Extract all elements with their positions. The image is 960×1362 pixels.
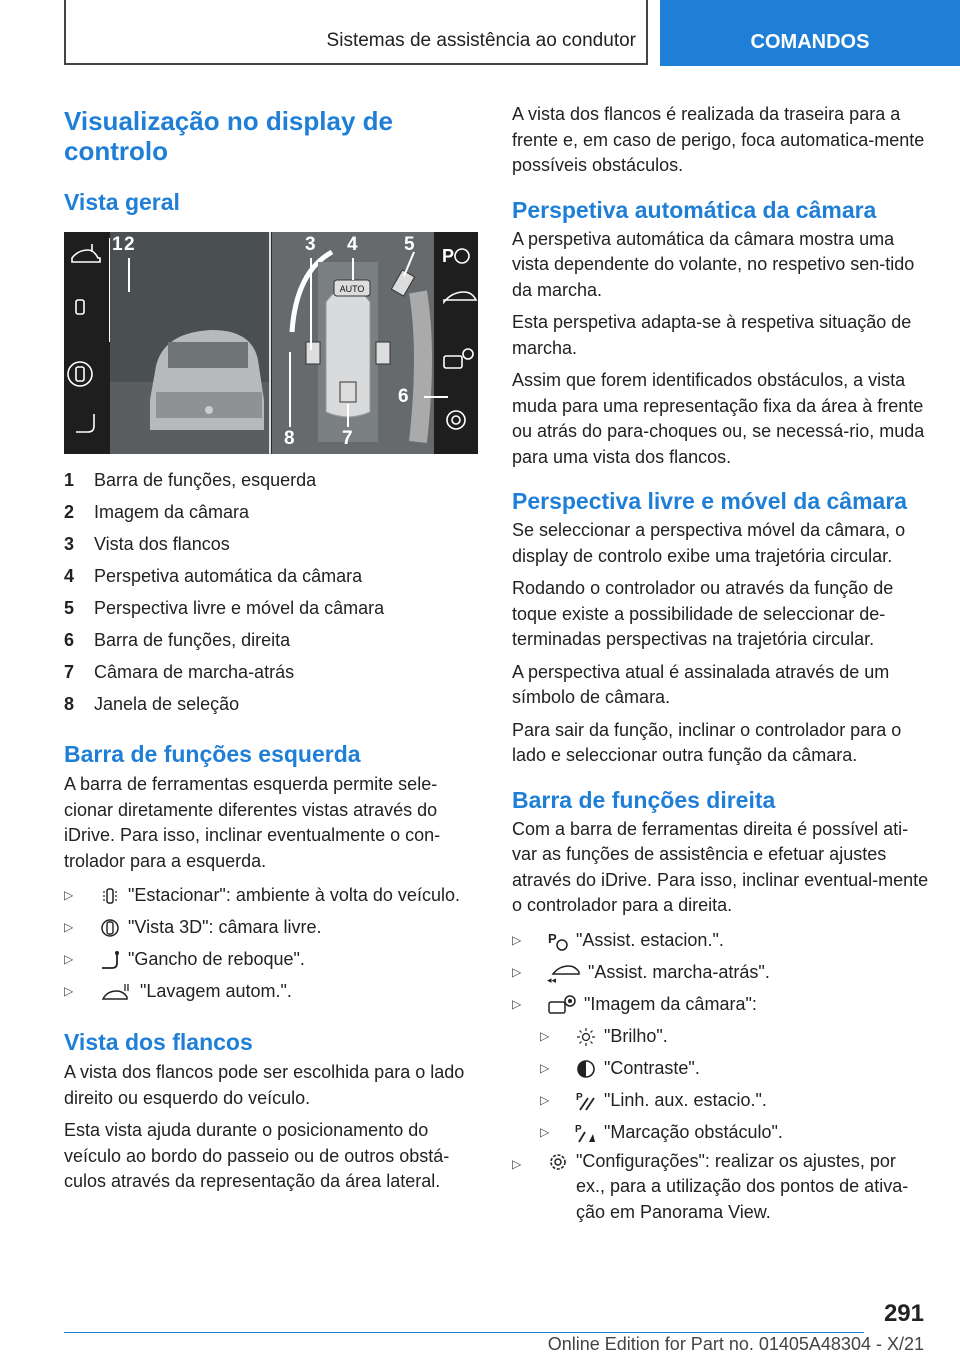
page-title: Visualização no display de controlo	[64, 106, 393, 166]
legend-item: 7 Câmara de marcha-atrás	[64, 662, 295, 682]
bullet-triangle-icon: ▷	[512, 932, 522, 947]
reverse-assist-icon	[540, 962, 588, 984]
footer-rule	[64, 1332, 864, 1333]
heading-overview: Vista geral	[64, 189, 180, 215]
list-item: ▷ P "Linh. aux. estacio.".	[540, 1085, 930, 1117]
free-paragraph-4: Para sair da função, inclinar o controlador para o lado e seleccionar outra função da câmara.	[512, 719, 902, 765]
figure-marker-4: 4	[347, 234, 358, 255]
heading-right-bar: Barra de funções direita	[512, 786, 776, 813]
3d-view-icon	[92, 917, 128, 939]
bullet-triangle-icon: ▷	[512, 964, 522, 979]
header-tab-comandos[interactable]: COMANDOS	[660, 0, 960, 66]
bullet-triangle-icon: ▷	[512, 996, 522, 1011]
bullet-triangle-icon: ▷	[540, 1028, 550, 1043]
list-item: ▷ "Gancho de reboque".	[64, 944, 478, 976]
auto-paragraph-3: Assim que forem identificados obstáculos, a vista muda para uma representação fixa da área à frente ou atrás do para-choques ou, se necessá-rio, muda para uma vista dos flancos.	[512, 370, 925, 467]
left-bar-list	[64, 880, 478, 1008]
list-item: ▷ "Configurações": realizar os ajustes, por ex., para a utilização dos pontos de ativa-ção em Panorama View.	[512, 1150, 909, 1222]
camera-display-illustration	[64, 232, 478, 454]
free-paragraph-1: Se seleccionar a perspectiva móvel da câmara, o display de controlo exibe uma trajetória circular.	[512, 520, 906, 566]
bullet-triangle-icon: ▷	[540, 1092, 550, 1107]
gear-icon	[540, 1149, 576, 1173]
legend-item: 1 Barra de funções, esquerda	[64, 470, 317, 490]
figure-marker-8: 8	[284, 428, 295, 449]
left-bar-description: A barra de ferramentas esquerda permite sele-cionar diretamente diferentes vistas através do iDrive. Para isso, inclinar eventualmente o con-trolador para a esquerda.	[64, 774, 441, 871]
list-item: ▷ "Imagem da câmara":	[512, 989, 930, 1021]
heading-free-perspective: Perspectiva livre e móvel da câmara	[512, 488, 908, 514]
figure-marker-3: 3	[305, 234, 316, 255]
parking-view-icon	[92, 885, 128, 907]
legend-item: 4 Perspetiva automática da câmara	[64, 566, 363, 586]
svg-text:P: P	[576, 1091, 583, 1103]
left-column	[64, 100, 478, 1195]
list-item: ▷ ◂◂ "Assist. marcha-atrás".	[512, 961, 770, 984]
list-item: ▷ "Vista 3D": câmara livre.	[64, 912, 478, 944]
brightness-icon	[568, 1027, 604, 1047]
auto-paragraph-1: A perspetiva automática da câmara mostra uma vista dependente do volante, no respetivo sen-tido da marcha.	[512, 228, 915, 300]
list-item: ▷ "Lavagem autom.".	[64, 976, 478, 1008]
figure-badge-auto: AUTO	[339, 284, 365, 294]
header-rule-divider	[646, 0, 648, 64]
bullet-triangle-icon: ▷	[540, 1060, 550, 1075]
legend-item: 6 Barra de funções, direita	[64, 630, 291, 650]
flank-paragraph-1: A vista dos flancos pode ser escolhida para o lado direito ou esquerdo do veículo.	[64, 1062, 465, 1108]
bullet-triangle-icon: ▷	[540, 1124, 550, 1139]
svg-text:P: P	[575, 1123, 582, 1135]
flank-paragraph-3: A vista dos flancos é realizada da traseira para a frente e, em caso de perigo, foca automatica-mente possíveis obstáculos.	[512, 104, 925, 175]
legend-item: 8 Janela de seleção	[64, 694, 240, 714]
svg-text:P: P	[548, 930, 557, 946]
svg-text:P: P	[442, 246, 455, 266]
car-wash-icon	[92, 981, 140, 1003]
list-item: ▷ P "Marcação obstáculo".	[540, 1117, 930, 1149]
bullet-triangle-icon: ▷	[64, 888, 74, 903]
list-item: ▷ "Brilho".	[540, 1021, 930, 1053]
obstacle-marking-icon	[568, 1122, 604, 1144]
list-item: ▷ "Estacionar": ambiente à volta do veículo.	[64, 880, 478, 912]
bullet-triangle-icon: ▷	[512, 1156, 522, 1171]
bullet-triangle-icon: ▷	[64, 952, 74, 967]
page-number: 291	[883, 1300, 924, 1327]
contrast-icon	[568, 1059, 604, 1079]
heading-flank-view: Vista dos flancos	[64, 1029, 253, 1055]
figure-marker-2: 2	[124, 234, 135, 255]
auto-paragraph-2: Esta perspetiva adapta-se à respetiva situação de marcha.	[512, 312, 912, 358]
free-paragraph-2: Rodando o controlador ou através da função de toque existe a possibilidade de seleccionar de-terminadas perspectivas na trajetória circular.	[512, 578, 894, 649]
figure-marker-6: 6	[398, 386, 409, 407]
heading-left-bar: Barra de funções esquerda	[64, 741, 361, 767]
svg-text:◂◂: ◂◂	[547, 974, 557, 984]
bullet-triangle-icon: ▷	[64, 984, 74, 999]
heading-auto-perspective: Perspetiva automática da câmara	[512, 196, 877, 223]
flank-paragraph-2: Esta vista ajuda durante o posicionamento do veículo ao bordo do passeio ou de outros obstá-culos através da representação da área lateral.	[64, 1120, 450, 1191]
list-item: ▷ "Contraste".	[540, 1053, 930, 1085]
figure-legend	[64, 464, 478, 720]
park-assist-icon	[540, 930, 576, 952]
right-bar-list	[512, 925, 930, 1226]
figure-marker-1: 1	[112, 234, 123, 255]
figure-marker-5: 5	[404, 234, 415, 255]
right-column	[512, 100, 930, 1225]
legend-item: 2 Imagem da câmara	[64, 502, 250, 522]
header-rule-bottom	[64, 63, 648, 65]
header-section-title: Sistemas de assistência ao condutor	[326, 30, 636, 51]
bullet-triangle-icon: ▷	[64, 920, 74, 935]
free-paragraph-3: A perspectiva atual é assinalada através de um símbolo de câmara.	[512, 661, 890, 707]
footer-edition: Online Edition for Part no. 01405A48304 - X/21	[547, 1334, 924, 1354]
right-bar-description: Com a barra de ferramentas direita é possível ati-var as funções de assistência e efetuar ajustes através do iDrive. Para isso, inclinar eventual-mente o controlador para a direita.	[512, 818, 929, 915]
legend-item: 3 Vista dos flancos	[64, 534, 230, 554]
camera-settings-icon	[540, 994, 584, 1016]
parking-lines-icon	[568, 1090, 604, 1112]
legend-item: 5 Perspectiva livre e móvel da câmara	[64, 598, 385, 618]
list-item: ▷ P "Assist. estacion.".	[512, 925, 930, 957]
camera-display-figure	[64, 232, 478, 454]
figure-marker-7: 7	[342, 428, 353, 449]
tow-hook-icon	[92, 949, 128, 971]
